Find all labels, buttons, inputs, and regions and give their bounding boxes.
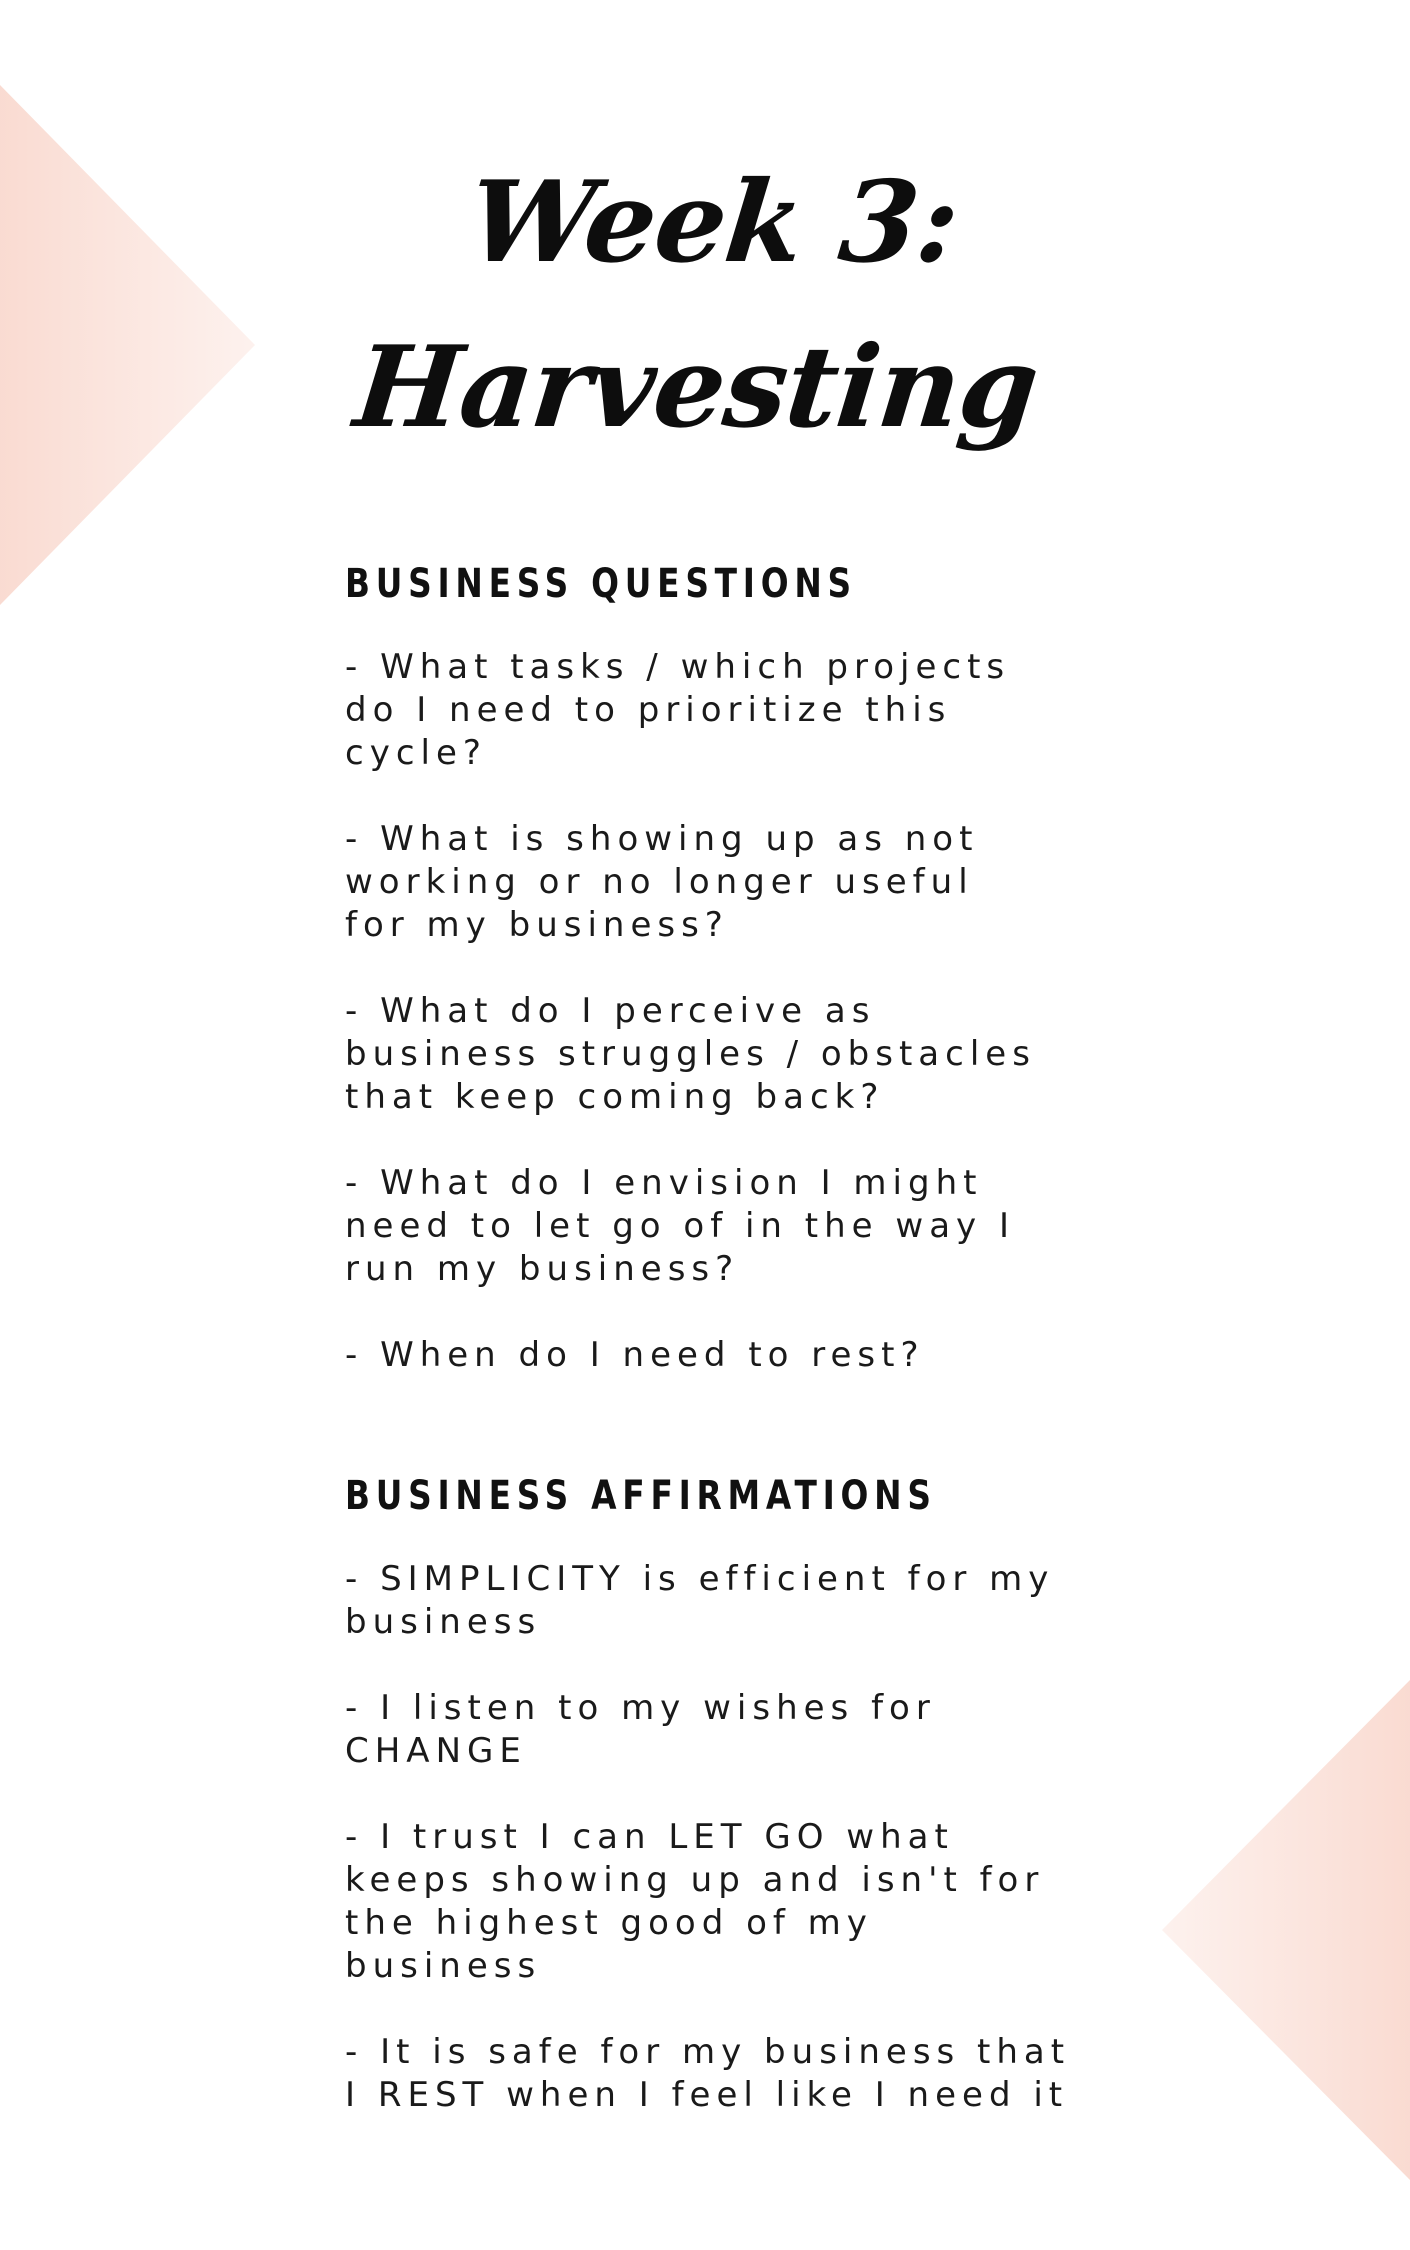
page-title [0, 140, 1410, 470]
affirmations-list [345, 1558, 1345, 2117]
content-column [345, 560, 1345, 2117]
question-item: - What do I perceive as business struggles / obstacles that keep coming back? [345, 991, 1036, 1117]
question-item: - What tasks / which projects do I need to prioritize this cycle? [345, 647, 1011, 773]
affirmation-item: - It is safe for my business that I REST when I feel like I need it [345, 2032, 1071, 2115]
question-item: - What do I envision I might need to let go of in the way I run my business? [345, 1163, 1015, 1289]
affirmation-item: - SIMPLICITY is efficient for my business [345, 1559, 1055, 1642]
question-item: - What is showing up as not working or no longer useful for my business? [345, 819, 979, 945]
affirmation-item: - I listen to my wishes for CHANGE [345, 1688, 936, 1771]
questions-list [345, 646, 1345, 1377]
business-questions-section [345, 560, 1345, 1377]
business-affirmations-section [345, 1472, 1345, 2117]
business-affirmations-heading: BUSINESS AFFIRMATIONS [345, 1473, 937, 1519]
business-questions-heading: BUSINESS QUESTIONS [345, 561, 857, 607]
question-item: - When do I need to rest? [345, 1335, 925, 1375]
title-line-week: Week 3: [462, 157, 965, 288]
title-line-harvesting: Harvesting [349, 322, 1044, 453]
affirmation-item: - I trust I can LET GO what keeps showing up and isn't for the highest good of my business [345, 1817, 1045, 1986]
